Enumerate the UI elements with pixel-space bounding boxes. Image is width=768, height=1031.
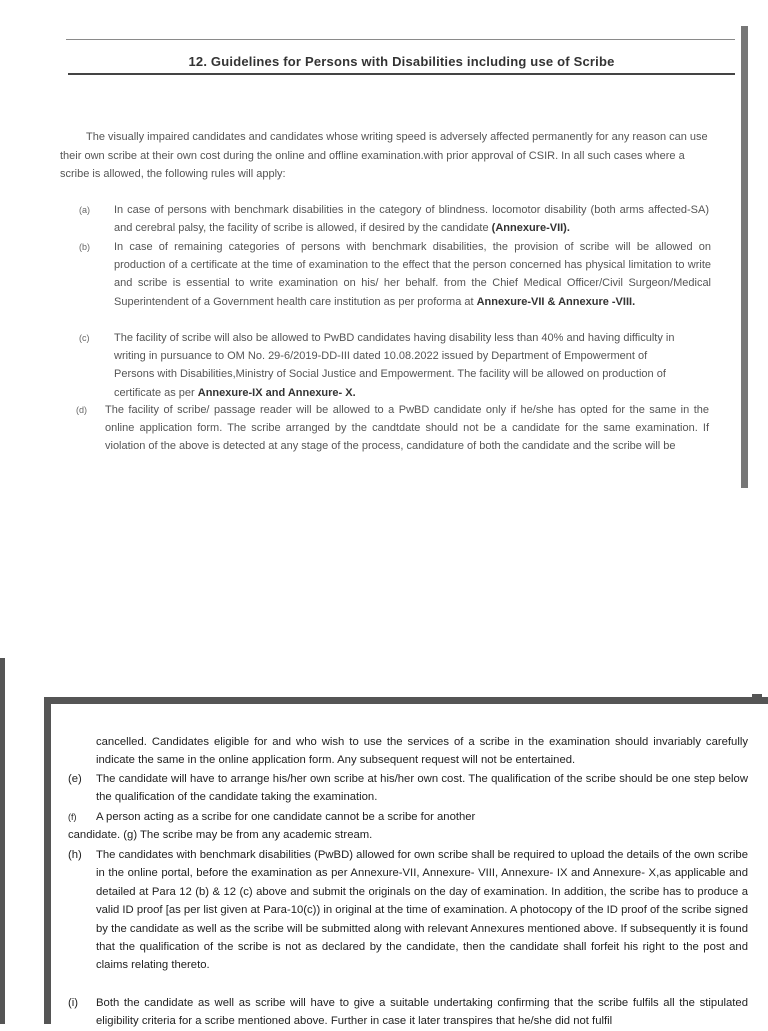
item-text: The candidate will have to arrange his/her own scribe at his/her own cost. The qualification of the scribe should be one step below the qualification of the candidate taking the examination. [96,773,748,804]
item-bold: (Annexure-VII). [491,222,570,235]
page-frame-left [44,697,51,1024]
item-label: (d) [76,405,87,415]
list-item-f [68,808,748,826]
item-text: candidate. (g) The scribe may be from any academic stream. [68,829,373,841]
item-text: In case of persons with benchmark disabilities in the category of blindness. locomotor disability (both arms affected-SA) and cerebral palsy, the facility of scribe is allowed, if desired by the candidate [114,204,709,235]
item-label: (f) [68,812,77,822]
page-frame-corner [752,694,762,704]
section-title: 12. Guidelines for Persons with Disabilities including use of Scribe [188,54,615,69]
top-rule [66,39,735,40]
item-label: (a) [79,205,90,215]
list-item-h [68,846,748,994]
list-item-a [79,201,709,237]
item-text: Both the candidate as well as scribe will have to give a suitable undertaking confirming that the scribe fulfils all the stipulated eligibility criteria for a scribe mentioned above. Further in case it later transpires that he/she did not fulfil [96,997,748,1028]
item-bold: Annexure-VII & Annexure -VIII. [476,295,636,308]
list-item-c [79,329,679,401]
list-item-i [68,994,748,1028]
continuation-paragraph: cancelled. Candidates eligible for and who wish to use the services of a scribe in the examination should invariably carefully indicate the same in the online application form. Any subsequent request will not be entertained. [96,736,748,767]
scrollbar-left [0,658,5,1024]
list-item-b [79,238,711,328]
item-text: The facility of scribe/ passage reader will be allowed to a PwBD candidate only if he/she has opted for the same in the online application form. The scribe arranged by the candtdate should not be a candidate for the same examination. If violation of the above is detected at any stage of the process, candidature of both the candidate and the scribe will be [105,404,709,453]
item-label: (e) [68,773,82,785]
intro-paragraph: The visually impaired candidates and candidates whose writing speed is adversely affected permanently for any reason can use their own scribe at their own cost during the online and offline examination.with prior approval of CSIR. In all such cases where a scribe is allowed, the following rules will apply: [60,131,708,180]
item-text: A person acting as a scribe for one candidate cannot be a scribe for another [96,811,476,823]
item-text: The facility of scribe will also be allowed to PwBD candidates having disability less than 40% and having difficulty in writing in pursuance to OM No. 29-6/2019-DD-III dated 10.08.2022 issued by Department of Empowerment of Persons with Disabilities,Ministry of Social Justice and Empowerment. The facility will be allowed on production of certificate as per [114,332,675,399]
list-item-e [68,770,748,807]
item-bold: Annexure-IX and Annexure- X. [197,386,356,399]
item-label: (b) [79,242,90,252]
item-text: The candidates with benchmark disabilities (PwBD) allowed for own scribe shall be required to upload the details of the own scribe in the online portal, before the examination as per Annexure-VII, Annexure- VIII, Annexure- IX and Annexure- X,as applicable and detailed at Para 12 (b) & 12 (c) above and submit the originals on the day of examination. In addition, the scribe has to produce a valid ID proof [as per list given at Para-10(c)) in original at the time of examination. A photocopy of the ID proof of the scribe signed by the candidate as well as the scribe will be submitted along with relevant Annexures mentioned above. If subsequently it is found that the qualification of the scribe is not as declared by the candidate, then the candidate shall forfeit his right to the post and claims relating thereto. [96,849,748,972]
item-text: In case of remaining categories of persons with benchmark disabilities, the provision of scribe will be allowed on production of a certificate at the time of examination to the effect that the person concerned has physical limitation to write and scribe is essential to write examination on his/ her behalf. from the Chief Medical Officer/Civil Surgeon/Medical Superintendent of a Government health care institution as per proforma at [114,241,711,308]
item-label: (i) [68,997,79,1009]
list-item-d [76,401,709,473]
item-label: (c) [79,333,90,343]
title-underline [68,73,735,75]
page-frame-top [44,697,768,704]
item-label: (h) [68,849,82,861]
scrollbar-right [741,26,748,488]
list-item-g [68,826,748,844]
